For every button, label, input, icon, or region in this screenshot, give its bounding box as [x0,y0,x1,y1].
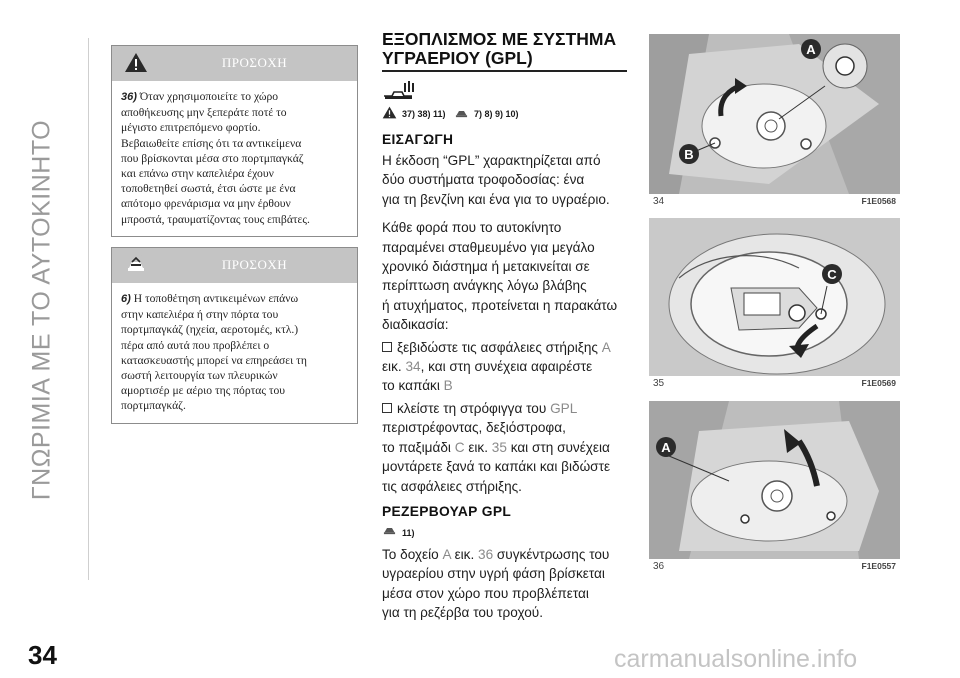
car-roof-icon [124,253,148,277]
car-roof-icon [382,523,397,536]
title-rule [382,70,627,72]
svg-text:A: A [806,42,816,57]
warning-box-1 [111,45,358,237]
procedure-paragraph: Κάθε φορά που το αυτοκίνητο παραμένει σταθμευμένο για μεγάλο χρονικό διάστημα ή μετακινείται σε περίπτωση ανάγκης λόγω βλάβης ή ατυχήματος, προτείνεται η παρακάτω διαδικασία: [382,220,618,333]
gpl-version-icon [382,80,418,102]
svg-text:B: B [684,147,694,162]
warning-header [112,248,357,283]
step-1: ξεβιδώστε τις ασφάλειες στήριξης A εικ. 34, και στη συνέχεια αφαιρέστε το καπάκι B [382,339,611,394]
reserve-reference: 11) [382,523,632,541]
chapter-title: ΓΝΩΡΙΜΙΑ ΜΕ ΤΟ ΑΥΤΟΚΙΝΗΤΟ [27,119,56,501]
watermark: carmanualsonline.info [614,645,858,673]
figure-34-illustration [649,34,900,194]
reserve-heading: ΡΕΖΕΡΒΟΥΑΡ GPL [382,503,512,519]
figure-35-caption: 35 F1E0569 [653,378,896,389]
warning-text: 36) Όταν χρησιμοποιείτε το χώρο αποθήκευσης μην ξεπεράτε ποτέ το μέγιστο επιτρεπόμενο φορτίο. Βεβαιωθείτε επίσης ότι τα αντικείμενα που βρίσκονται μέσα στο πορτμπαγκάζ και επάνω στην καπελιέρα έχουν τοποθετηθεί σωστά, έτσι ώστε με ένα απότομο φρενάρισμα να μην έρθουν μπροστά, τραυματίζοντας τους επιβάτες. [121,90,310,226]
column-divider [88,38,89,580]
reserve-paragraph: Το δοχείο A εικ. 36 συγκέντρωσης του υγραερίου στην υγρή φάση βρίσκεται μέσα στον χώρο που προβλέπεται για τη ρεζέρβα του τροχού. [382,546,610,621]
warning-text: 6) Η τοποθέτηση αντικειμένων επάνω στην καπελιέρα ή στην πόρτα του πορτμπαγκάζ (ηχεία, αεροτομές, κτλ.) πέρα από αυτά που προβλέπει ο κατασκευαστής μπορεί να επηρεάσει τη σωστή λειτουργία των πλευρικών αμορτισέρ με αέριο της πόρτας του πορτμπαγκάζ. [121,292,307,413]
figure-36-caption: 36 F1E0557 [653,561,896,572]
warning-title: ΠΡΟΣΟΧΗ [221,257,288,272]
warning-box-2 [111,247,358,424]
page-number: 34 [28,640,57,670]
warning-triangle-icon [382,106,397,119]
checkbox-bullet-icon [382,403,392,413]
figure-36 [649,401,900,573]
figure-34-caption: 34 F1E0568 [653,196,896,207]
warning-title: ΠΡΟΣΟΧΗ [221,55,288,70]
car-roof-icon [454,106,469,119]
warning-triangle-icon [124,51,148,75]
svg-text:C: C [827,267,837,282]
figure-36-illustration [649,401,900,559]
intro-heading: ΕΙΣΑΓΩΓΗ [382,132,454,147]
warning-header [112,46,357,81]
checkbox-bullet-icon [382,342,392,352]
section-title: ΕΞΟΠΛΙΣΜΟΣ ΜΕ ΣΥΣΤΗΜΑ ΥΓΡΑΕΡΙΟΥ (GPL) [382,29,617,68]
figure-34 [649,34,900,208]
svg-text:A: A [661,440,671,455]
intro-paragraph: Η έκδοση “GPL” χαρακτηρίζεται από δύο συστήματα τροφοδοσίας: ένα για τη βενζίνη και ένα για το υγραέριο. [382,153,610,207]
main-content [382,30,632,623]
figure-35-illustration [649,218,900,376]
step-2: κλείστε τη στρόφιγγα του GPL περιστρέφοντας, δεξιόστροφα, το παξιμάδι C εικ. 35 και στη συνέχεια μοντάρετε ξανά το καπάκι και βιδώστε τις ασφάλειες στήριξης. [382,400,611,494]
figure-35 [649,218,900,390]
reference-notes: 37) 38) 11) 7) 8) 9) 10) [382,106,632,124]
